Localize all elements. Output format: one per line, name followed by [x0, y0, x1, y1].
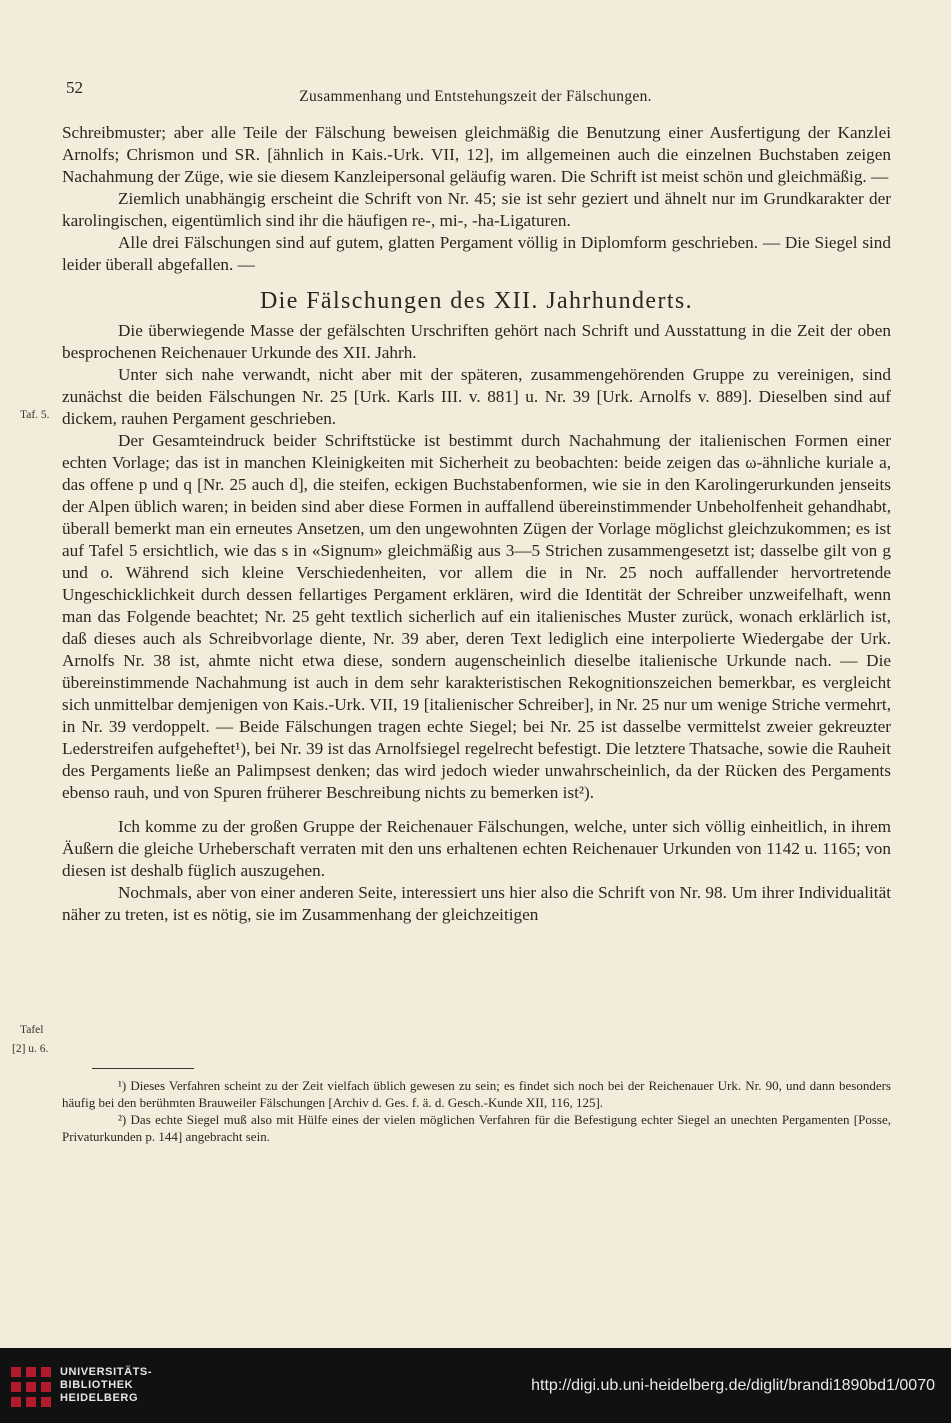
section-heading: Die Fälschungen des XII. Jahrhunderts.: [259, 288, 694, 314]
footnote-divider: [92, 1068, 194, 1069]
page-number: 52: [66, 78, 83, 97]
paragraph: Der Gesamteindruck beider Schriftstücke ist bestimmt durch Nachahmung der italienischen Formen einer echten Vorlage; das ist in manchen Kleinigkeiten mit Sicherheit zu beobachten: beide zeigen das ω-ähnliche kuriale a, das offene p und q [Nr. 25 auch d], die steifen, eckigen Buchstabenformen, wie sie in den Karolingerurkunden jenseits der Alpen üblich waren; in beiden sind aber diese Formen in auffallend übereinstimmender Unbeholfenheit gehandhabt, überall bemerkt man ein erneutes Ansetzen, um den ungewohnten Zügen der Vorlage möglichst gleichzukommen; es ist auf Tafel 5 ersichtlich, wie das s in «Signum» gleichmäßig aus 3—5 Strichen zusammengesetzt ist; dasselbe gilt von g und o. Während sich kleine Verschiedenheiten, vor allem die in Nr. 25 noch auffallender hervortretende Ungeschicklichkeit durch dessen fellartiges Pergament erklären, wird die Identität der Schreiber unzweifelhaft, wenn man das Folgende beachtet; Nr. 25 geht textlich sicherlich auf ein italienisches Muster zurück, wonach erklärlich ist, daß dieses auch als Schreibvorlage diente, Nr. 39 aber, deren Text lediglich eine interpolierte Wiedergabe der Urk. Arnolfs Nr. 38 ist, ahmte nicht etwa diese, sondern augenscheinlich dieselbe italienische Urkunde nach. — Die übereinstimmende Nachahmung ist auch in dem sehr karakteristischen Rekognitionszeichen bemerkbar, es vergleicht sich unmittelbar demjenigen von Kais.-Urk. VII, 19 [italienischer Schreiber], in Nr. 25 nur um wenige Striche vermehrt, in Nr. 39 verdoppelt. — Beide Fälschungen tragen echte Siegel; bei Nr. 25 ist dasselbe vermittelst zweier gekreuzter Lederstreifen aufgeheftet¹), bei Nr. 39 ist das Arnolfsiegel regelrecht befestigt. Die letztere Thatsache, sowie die Rauheit des Pergaments ließe an Palimpsest denken; das wird jedoch wieder unwahrscheinlich, da der Rücken des Pergaments ebenso rauh, und von Spuren früherer Beschreibung nichts zu bemerken ist²).: [62, 431, 891, 802]
margin-note-tafel: Tafel: [20, 1024, 44, 1036]
body-text: [62, 122, 891, 926]
university-logo-icon: [10, 1366, 52, 1408]
paragraph: Schreibmuster; aber alle Teile der Fälschung beweisen gleichmäßig die Benutzung einer Ausfertigung der Kanzlei Arnolfs; Chrismon und SR. [ähnlich in Kais.-Urk. VII, 12], im allgemeinen auch die einzelnen Buchstaben zeigen Nachahmung der Züge, wie sie diesem Kanzleipersonal geläufig waren. Die Schrift ist meist schön und gleichmäßig. —: [62, 123, 891, 186]
margin-note-taf5: Taf. 5.: [20, 409, 50, 421]
paragraph: Alle drei Fälschungen sind auf gutem, glatten Pergament völlig in Diplomform geschrieben. — Die Siegel sind leider überall abgefallen. —: [62, 233, 891, 274]
paragraph: Unter sich nahe verwandt, nicht aber mit der späteren, zusammengehörenden Gruppe zu vereinigen, sind zunächst die beiden Fälschungen Nr. 25 [Urk. Karls III. v. 881] u. Nr. 39 [Urk. Arnolfs v. 889]. Dieselben sind auf dickem, rauhen Pergament geschrieben.: [62, 365, 891, 428]
footnotes: [62, 1077, 891, 1145]
footnote: ²) Das echte Siegel muß also mit Hülfe eines der vielen möglichen Verfahren für die Befestigung echter Siegel an unechten Pergamenten [Posse, Privaturkunden p. 144] angebracht sein.: [62, 1112, 891, 1144]
footnote: ¹) Dieses Verfahren scheint zu der Zeit vielfach üblich gewesen zu sein; es findet sich noch bei der Reichenauer Urk. Nr. 90, und dann besonders häufig bei den berühmten Brauweiler Fälschungen [Archiv d. Ges. f. ä. d. Gesch.-Kunde XII, 116, 125].: [62, 1078, 891, 1110]
paragraph: Die überwiegende Masse der gefälschten Urschriften gehört nach Schrift und Ausstattung in die Zeit der oben besprochenen Reichenauer Urkunde des XII. Jahrh.: [62, 321, 891, 362]
permalink-url[interactable]: http://digi.ub.uni-heidelberg.de/diglit/brandi1890bd1/0070: [531, 1377, 935, 1394]
paragraph: Ich komme zu der großen Gruppe der Reichenauer Fälschungen, welche, unter sich völlig einheitlich, in ihrem Äußern die gleiche Urheberschaft verraten mit den uns erhaltenen echten Reichenauer Urkunden von 1142 u. 1165; von diesen ist deshalb füglich auszugehen.: [62, 817, 891, 880]
running-head: Zusammenhang und Entstehungszeit der Fälschungen.: [299, 88, 652, 105]
paragraph: Nochmals, aber von einer anderen Seite, interessiert uns hier also die Schrift von Nr. 98. Um ihrer Individualität näher zu treten, ist es nötig, sie im Zusammenhang der gleichzeitigen: [62, 883, 891, 924]
footer-bar: [0, 1348, 951, 1423]
margin-note-tafel-ref: [2] u. 6.: [12, 1043, 49, 1055]
paragraph: Ziemlich unabhängig erscheint die Schrift von Nr. 45; sie ist sehr geziert und ähnelt nur im Grundkarakter der karolingischen, eigentümlich sind ihr die häufigen re-, mi-, -ha-Ligaturen.: [62, 189, 891, 230]
library-name: UNIVERSITÄTS- BIBLIOTHEK HEIDELBERG: [60, 1366, 153, 1404]
